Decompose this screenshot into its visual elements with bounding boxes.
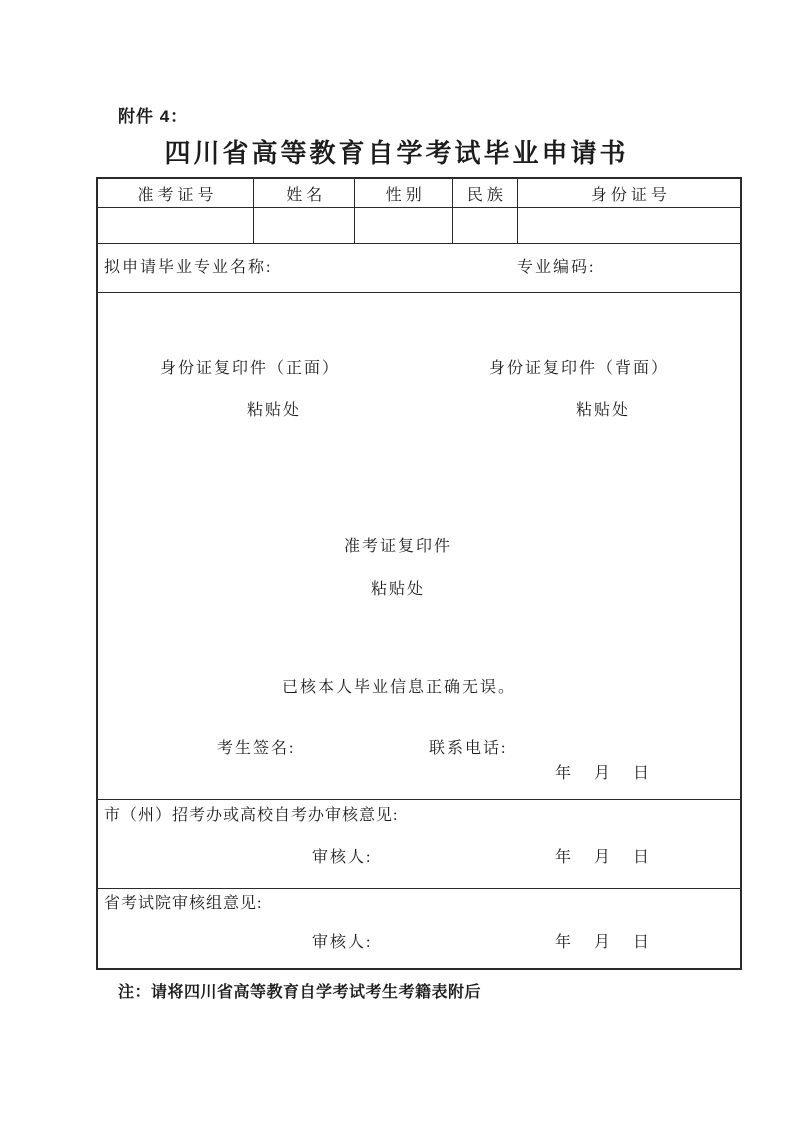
input-cell-exam-ticket-no: [98, 208, 254, 243]
column-header-gender: 性别: [355, 179, 453, 207]
contact-phone-label: 联系电话:: [429, 740, 508, 757]
application-form-table: [96, 177, 742, 970]
table-header-row: [98, 179, 740, 208]
exam-ticket-paste-here-label: 粘贴处: [370, 581, 426, 598]
city-review-date-line: 年 月 日: [555, 849, 651, 866]
column-header-id-number: 身份证号: [590, 186, 671, 204]
column-header-name: 姓名: [254, 179, 355, 207]
input-cell-name: [254, 208, 355, 243]
major-name-label: 拟申请毕业专业名称:: [104, 259, 273, 276]
id-copy-front-caption: 身份证复印件（正面）: [159, 360, 341, 377]
column-header-exam-ticket-no: 准考证号: [98, 179, 254, 207]
input-cell-gender: [355, 208, 453, 243]
page-title: 四川省高等教育自学考试毕业申请书: [164, 139, 629, 168]
table-input-row: [98, 208, 740, 244]
province-review-heading: 省考试院审核组意见:: [104, 895, 263, 912]
footer-note: 注：请将四川省高等教育自学考试考生考籍表附后: [118, 984, 482, 1001]
id-front-paste-here-label: 粘贴处: [246, 402, 302, 419]
candidate-date-line: 年 月 日: [555, 765, 651, 782]
attachment-number-label: 附件 4：: [118, 107, 189, 126]
province-reviewer-label: 审核人:: [312, 934, 373, 951]
column-header-ethnicity: 民族: [453, 179, 518, 207]
input-cell-ethnicity: [453, 208, 518, 243]
confirmation-statement: 已核本人毕业信息正确无误。: [281, 679, 517, 696]
candidate-signature-label: 考生签名:: [217, 740, 296, 757]
city-review-heading: 市（州）招考办或高校自考办审核意见:: [104, 807, 399, 824]
city-review-row: [98, 800, 740, 889]
city-reviewer-label: 审核人:: [312, 849, 373, 866]
exam-ticket-copy-caption: 准考证复印件: [343, 538, 453, 555]
id-back-paste-here-label: 粘贴处: [575, 402, 631, 419]
id-copy-back-caption: 身份证复印件（背面）: [488, 360, 670, 377]
input-cell-id-number: [518, 208, 740, 243]
major-row: [98, 244, 740, 293]
major-code-label: 专业编码:: [517, 259, 596, 276]
paste-area-cell: [98, 293, 740, 800]
province-review-date-line: 年 月 日: [555, 934, 651, 951]
province-review-row: [98, 889, 740, 968]
